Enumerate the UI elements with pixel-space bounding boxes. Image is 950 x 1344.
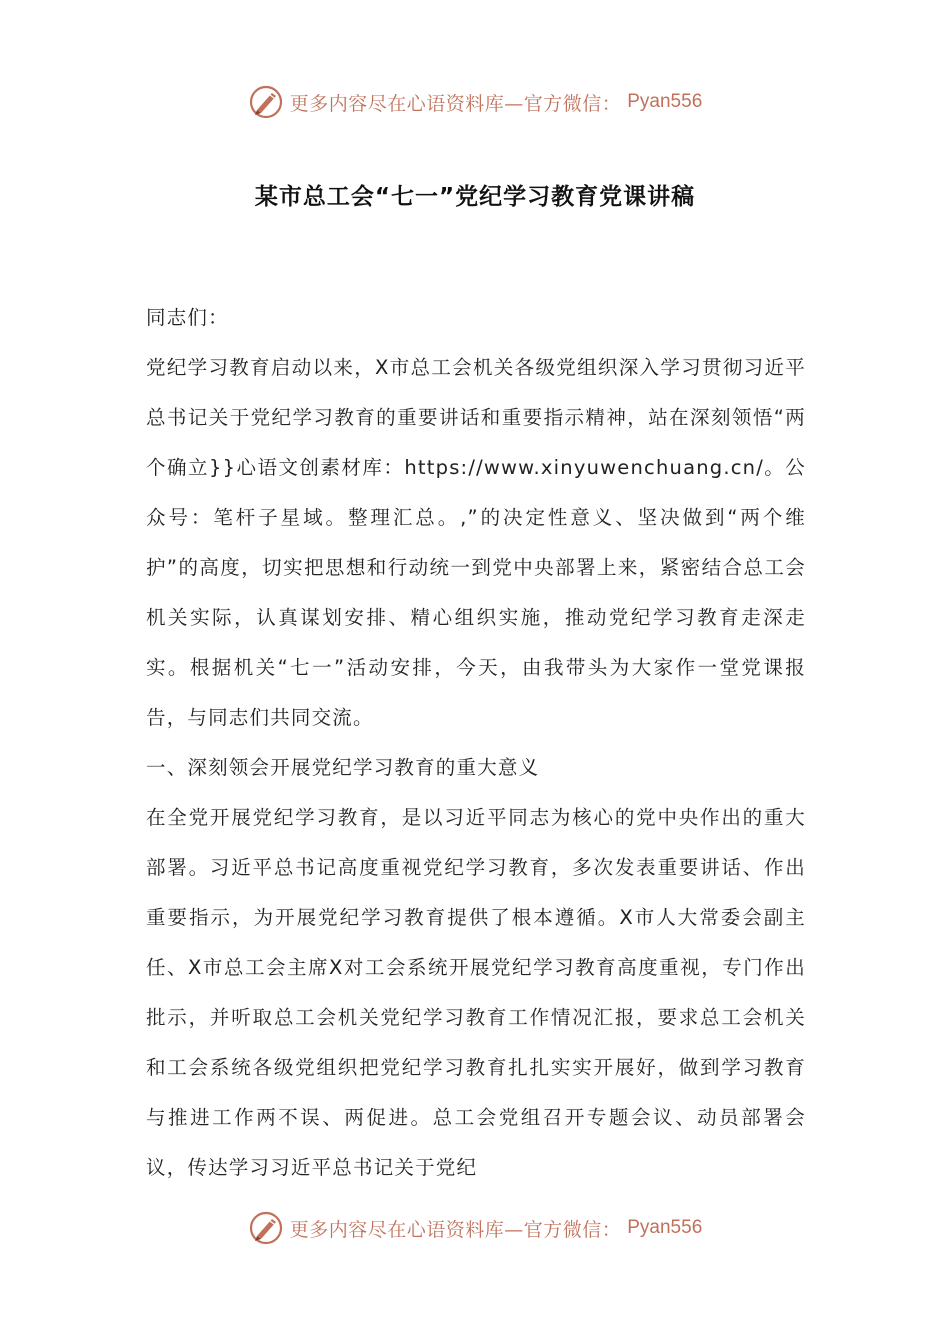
- header-watermark-banner: [0, 80, 950, 124]
- section-heading: 一、深刻领会开展党纪学习教育的重大意义: [146, 756, 540, 779]
- section-paragraph: 在全党开展党纪学习教育，是以习近平同志为核心的党中央作出的重大部署。习近平总书记高度重视党纪学习教育，多次发表重要讲话、作出重要指示，为开展党纪学习教育提供了根本遵循。X市人大常委会副主任、X市总工会主席X对工会系统开展党纪学习教育高度重视，专门作出批示，并听取总工会机关党纪学习教育工作情况汇报，要求总工会机关和工会系统各级党组织把党纪学习教育扎扎实实开展好，做到学习教育与推进工作两不误、两促进。总工会党组召开专题会议、动员部署会议，传达学习习近平总书记关于党纪: [146, 806, 806, 1179]
- banner-slogan: 更多内容尽在心语资料库—官方微信：: [289, 92, 622, 115]
- banner-slogan: 更多内容尽在心语资料库—官方微信：: [289, 1218, 622, 1241]
- pen-logo-icon: [248, 1210, 284, 1246]
- pen-logo-icon: [248, 84, 284, 120]
- salutation-paragraph: 同志们：: [146, 306, 229, 329]
- intro-paragraph: 党纪学习教育启动以来，X市总工会机关各级党组织深入学习贯彻习近平总书记关于党纪学习教育的重要讲话和重要指示精神，站在深刻领悟“两个确立}}心语文创素材库：https://www.xinyuwenchuang.cn/。公众号：笔杆子星域。整理汇总。,”的决定性意义、坚决做到“两个维护”的高度，切实把思想和行动统一到党中央部署上来，紧密结合总工会机关实际，认真谋划安排、精心组织实施，推动党纪学习教育走深走实。根据机关“七一”活动安排，今天，由我带头为大家作一堂党课报告，与同志们共同交流。: [146, 356, 806, 729]
- document-title: 某市总工会“七一”党纪学习教育党课讲稿: [254, 184, 696, 210]
- banner-wechat-id: Pyan556: [627, 91, 703, 112]
- document-body: [146, 293, 806, 1193]
- footer-watermark-banner: [0, 1206, 950, 1250]
- banner-wechat-id: Pyan556: [627, 1217, 703, 1238]
